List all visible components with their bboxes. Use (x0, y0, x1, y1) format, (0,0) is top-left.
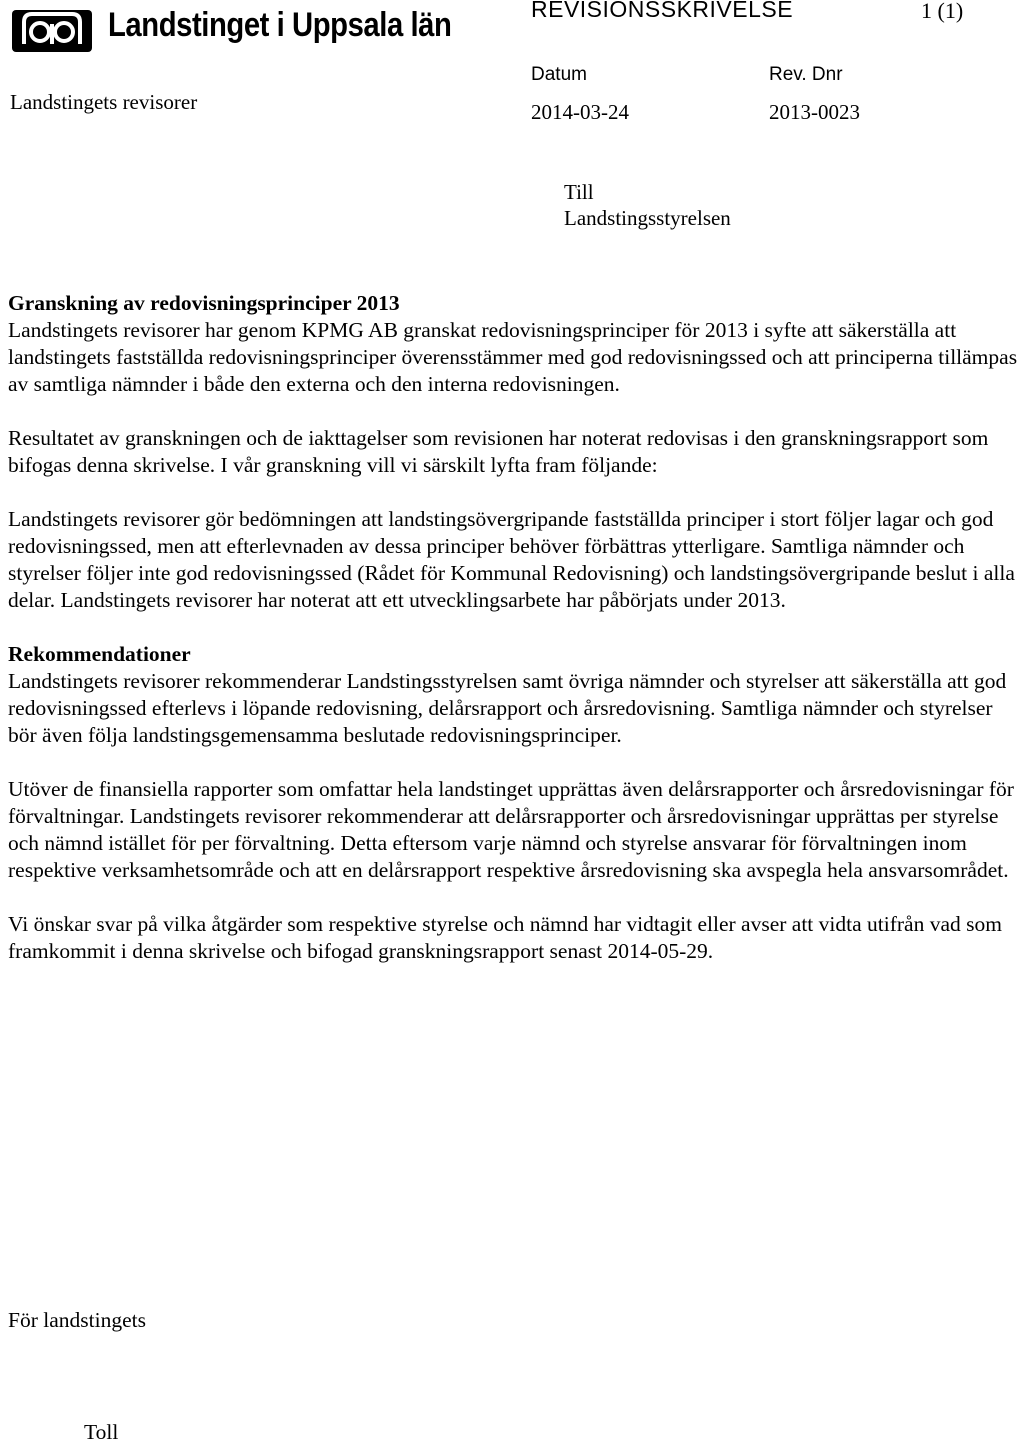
letter-body (8, 290, 1020, 992)
closing-line: För landstingets (8, 1308, 146, 1332)
county-council-logo-icon (10, 4, 94, 52)
section-heading-review: Granskning av redovisningsprinciper 2013 (8, 291, 400, 315)
dnr-label: Rev. Dnr (769, 64, 843, 85)
section-heading-recommendations: Rekommendationer (8, 642, 191, 666)
paragraph-recommendation-1: Landstingets revisorer rekommenderar Landstingsstyrelsen samt övriga nämnder och styrelser att säkerställa att god redovisningssed efterlevs i löpande redovisning, delårsrapport och årsredovisning. Samtliga nämnder och styrelser bör även följa landstingsgemensamma beslutade redovisningsprinciper. (8, 669, 1007, 747)
paragraph-response-request: Vi önskar svar på vilka åtgärder som respektive styrelse och nämnd har vidtagit eller avser att vidta utifrån vad som framkommit i denna skrivelse och bifogad granskningsrapport senast 2014-05-29. (8, 912, 1002, 963)
recipient-name: Landstingsstyrelsen (564, 206, 731, 230)
document-type: REVISIONSSKRIVELSE (531, 0, 794, 22)
paragraph-recommendation-2: Utöver de finansiella rapporter som omfattar hela landstinget upprättas även delårsrapporter och årsredovisningar för förvaltningar. Landstingets revisorer rekommenderar att delårsrapporter och årsredovisningar upprättas per styrelse och nämnd istället för per förvaltning. Detta eftersom varje nämnd och styrelse ansvarar för förvaltningen inom respektive verksamhetsområde och att en delårsrapport respektive årsredovisning ska avspegla hela ansvarsområdet. (8, 777, 1014, 882)
organization-name: Landstinget i Uppsala län (108, 6, 452, 44)
dnr-value: 2013-0023 (769, 100, 860, 124)
paragraph-results: Resultatet av granskningen och de iakttagelser som revisionen har noterat redovisas i den granskningsrapport som bifogas denna skrivelse. I vår granskning vill vi särskilt lyfta fram följande: (8, 426, 989, 477)
date-label: Datum (531, 64, 587, 85)
paragraph-assessment: Landstingets revisorer gör bedömningen att landstingsövergripande fastställda principer i stort följer lagar och god redovisningssed, men att efterlevnaden av dessa principer behöver förbättras ytterligare. Samtliga nämnder och styrelser följer inte god redovisningssed (Rådet för Kommunal Redovisning) och landstingsövergripande beslut i alla delar. Landstingets revisorer har noterat att ett utvecklingsarbete har påbörjats under 2013. (8, 507, 1015, 612)
date-value: 2014-03-24 (531, 100, 629, 124)
recipient-label: Till (564, 180, 594, 204)
signer-name: Toll (84, 1420, 119, 1444)
sub-organization: Landstingets revisorer (10, 90, 198, 114)
page-number: 1 (1) (921, 0, 964, 23)
paragraph-purpose: Landstingets revisorer har genom KPMG AB granskat redovisningsprinciper för 2013 i syfte att säkerställa att landstingets fastställda redovisningsprinciper överensstämmer med god redovisningssed och att principerna tillämpas av samtliga nämnder i både den externa och den interna redovisningen. (8, 318, 1018, 396)
